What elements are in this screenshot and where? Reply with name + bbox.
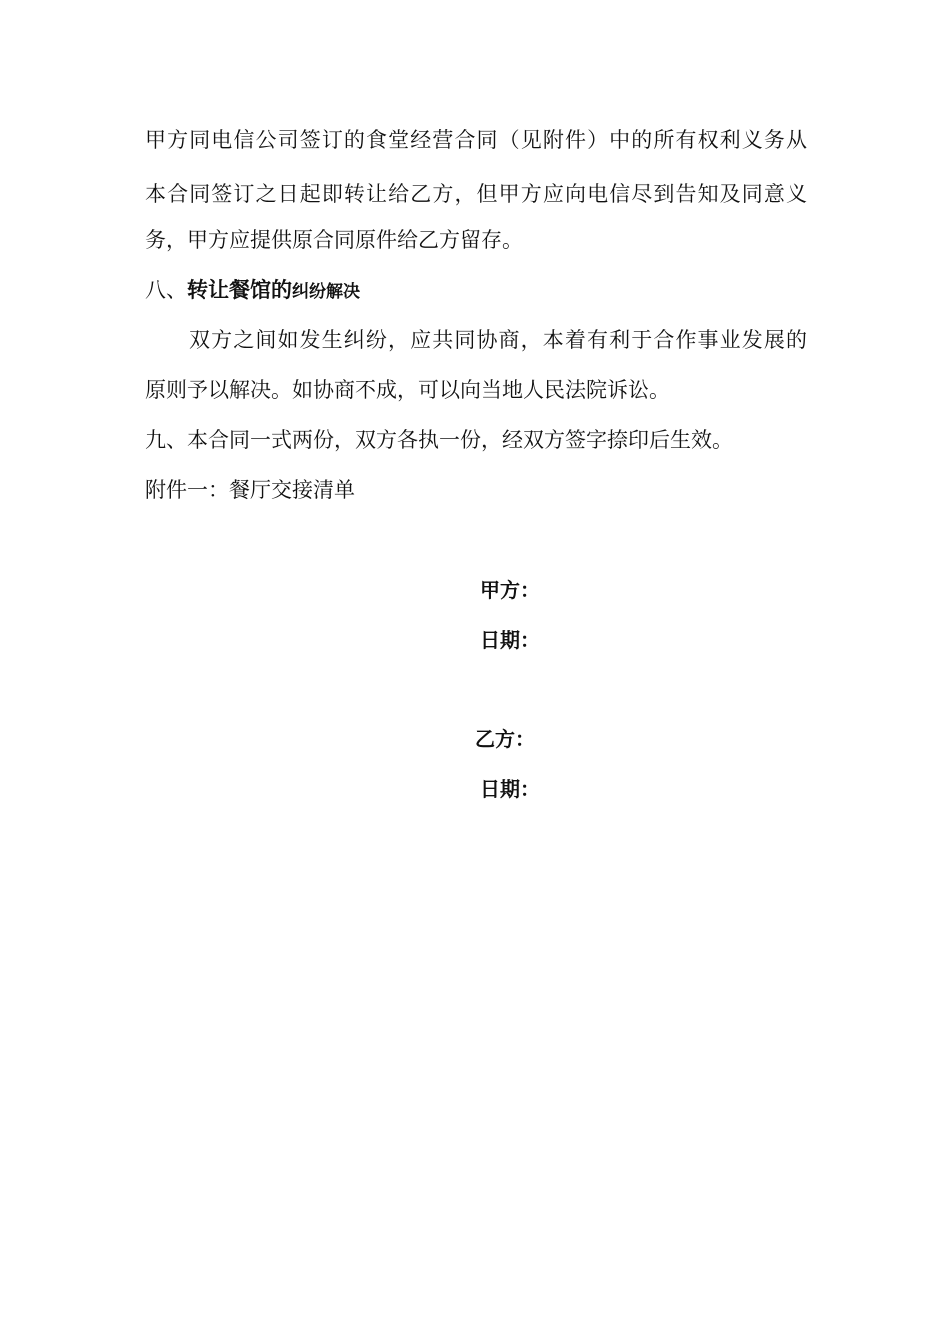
party-a-label: 甲方： xyxy=(480,578,540,602)
party-a-date-label: 日期： xyxy=(480,628,540,652)
clause7-line3: 务，甲方应提供原合同原件给乙方留存。 xyxy=(145,228,523,252)
clause8-title-small: 纠纷解决 xyxy=(292,282,360,302)
clause8-line2: 原则予以解决。如协商不成，可以向当地人民法院诉讼。 xyxy=(145,378,670,402)
clause8-heading xyxy=(145,275,360,307)
clause9: 九、本合同一式两份，双方各执一份，经双方签字捺印后生效。 xyxy=(145,428,733,452)
party-b-date-label: 日期： xyxy=(480,777,540,801)
party-b-label: 乙方： xyxy=(475,727,535,751)
clause8-title-bold: 转让餐馆的 xyxy=(187,278,292,302)
attachment-note: 附件一：餐厅交接清单 xyxy=(145,478,355,502)
clause8-prefix: 八、 xyxy=(145,278,187,302)
clause7-line2: 本合同签订之日起即转让给乙方，但甲方应向电信尽到告知及同意义 xyxy=(145,182,807,206)
clause7-line1: 甲方同电信公司签订的食堂经营合同（见附件）中的所有权利义务从 xyxy=(145,128,807,152)
clause8-line1: 双方之间如发生纠纷，应共同协商，本着有利于合作事业发展的 xyxy=(189,328,807,352)
